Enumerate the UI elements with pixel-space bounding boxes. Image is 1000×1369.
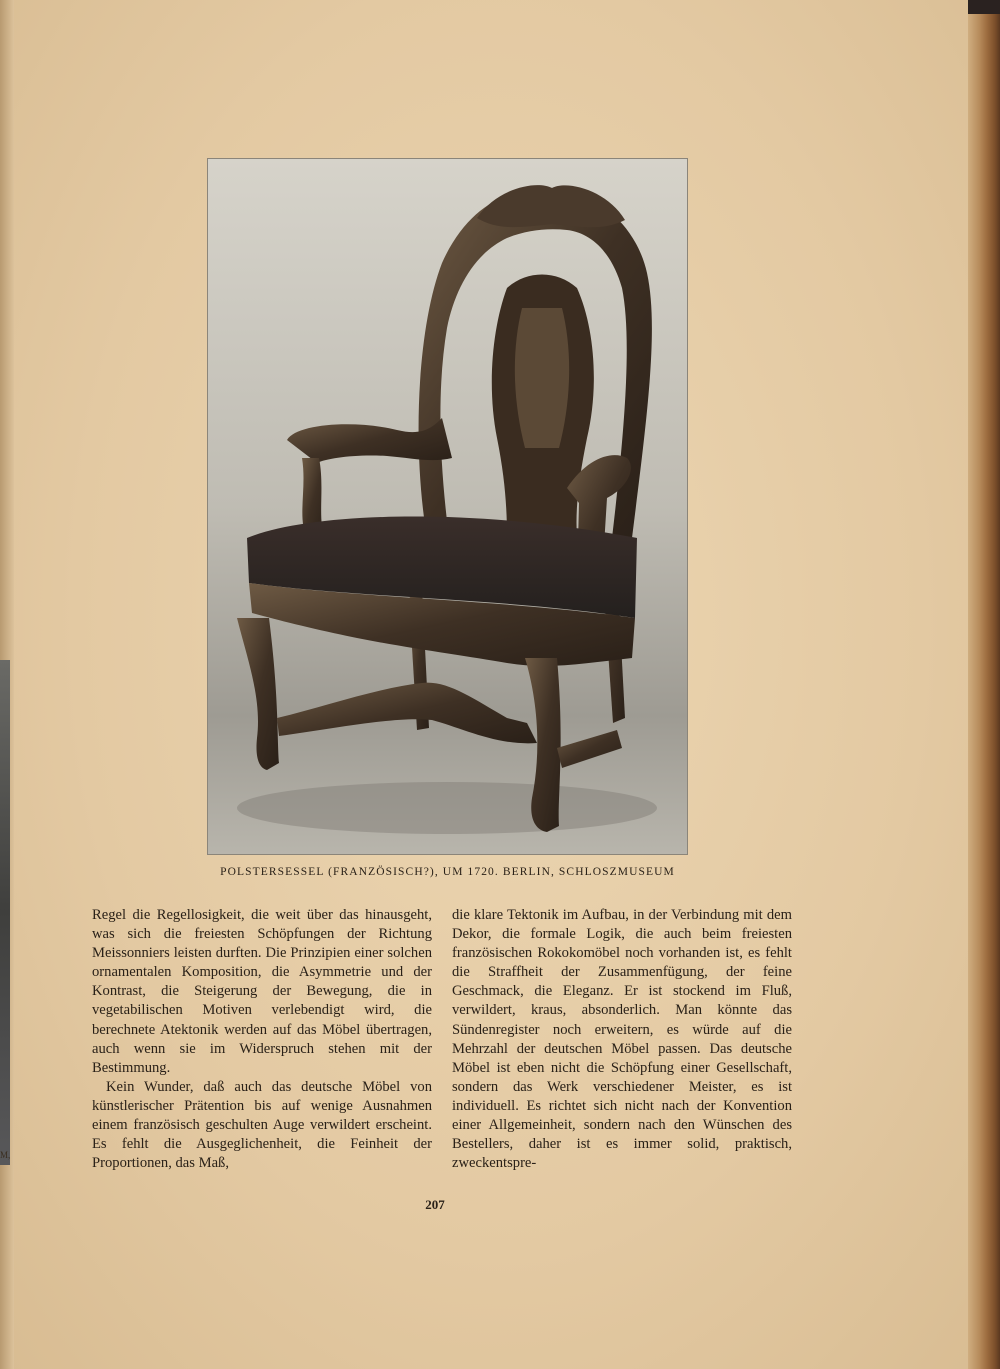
book-edge-top	[968, 0, 1000, 14]
side-stretcher	[557, 730, 622, 768]
right-paragraph-1: die klare Tektonik im Aufbau, in der Verbindung mit dem Dekor, die formale Logik, die auch beim freiesten französischen Rokokomöbel noch vorhanden ist, es fehlt die Straffheit der Zusammenfügung, der feine Geschmack, die Eleganz. Er ist stockend im Fluß, verwildert, kraus, absonderlich. Man könnte das Sündenregister noch erweitern, es würde auf die Mehrzahl der deutschen Möbel passen. Das deutsche Möbel ist eben nicht die Schöpfung einer Gesellschaft, sondern das Werk verschiedener Meister, es ist individuell. Es richtet sich nicht nach der Konvention einer Allgemeinheit, sondern nach den Wünschen des Bestellers, daher ist es immer solid, praktisch, zweckentspre-	[452, 907, 792, 1172]
left-paragraph-1: Regel die Regellosigkeit, die weit über das hinausgeht, was sich die freiesten Schöpfungen der Richtung Meissonniers leisten durften. Die Prinzipien einer solchen ornamentalen Komposition, die Asymmetrie und der Kontrast, die Steigerung der Bewegung, die in vegetabilischen Motiven verlebendigt wird, die berechnete Atektonik werden auf das Möbel übertragen, auch wenn sie im Widerspruch stehen mit der Bestimmung.	[92, 907, 432, 1076]
left-text-column	[92, 906, 432, 1173]
stretcher	[277, 683, 537, 744]
armchair-illustration	[207, 158, 688, 855]
splat-carving	[515, 308, 569, 448]
page-number: 207	[425, 1197, 445, 1212]
book-edge	[968, 0, 1000, 1369]
facing-page-text-fragment: M,	[0, 1150, 11, 1160]
facing-page-image-edge	[0, 660, 10, 1165]
right-text-column	[452, 906, 792, 1173]
figure-caption: POLSTERSESSEL (FRANZÖSISCH?), UM 1720. BERLIN, SCHLOSZMUSEUM	[220, 866, 675, 878]
armchair-photograph	[207, 158, 688, 855]
front-left-leg	[237, 618, 279, 770]
crest-ornament	[477, 185, 625, 227]
left-paragraph-2: Kein Wunder, daß auch das deutsche Möbel von künstlerischer Prätention bis auf wenige Ausnahmen einem französisch geschulten Auge verwildert erscheint. Es fehlt die Ausgeglichenheit, die Feinheit der Proportionen, das Maß,	[92, 1078, 432, 1172]
floor-shadow	[237, 782, 657, 834]
